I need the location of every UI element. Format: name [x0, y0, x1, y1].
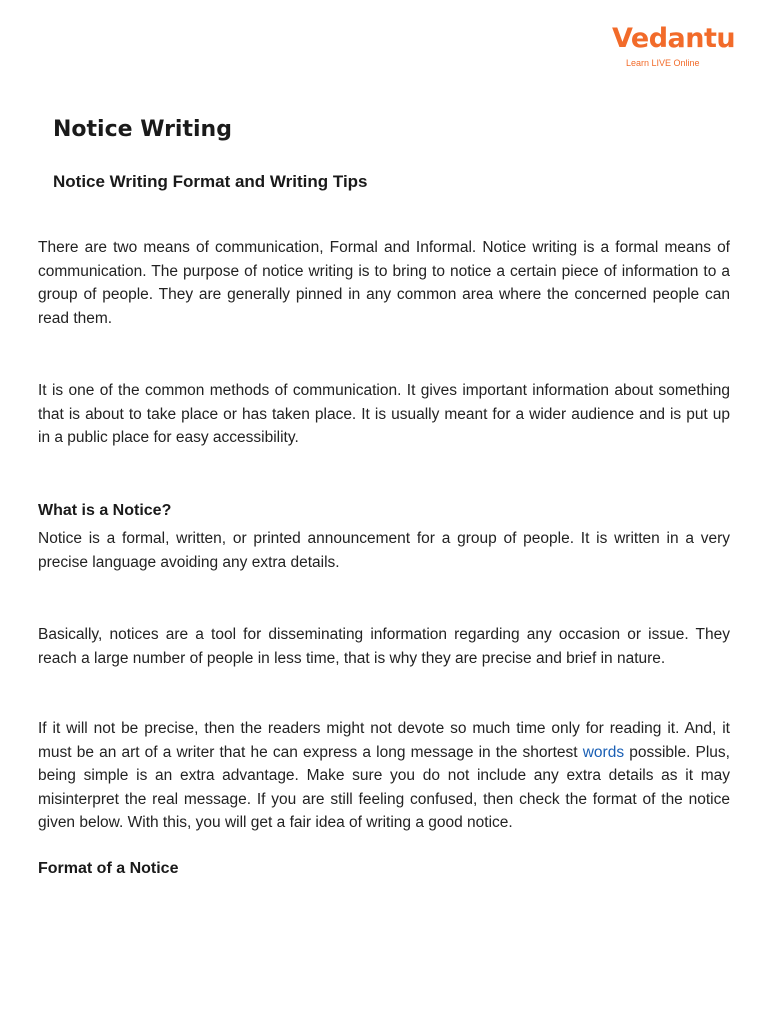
logo-tagline: Learn LIVE Online: [626, 58, 700, 68]
logo-wordmark: Vedantu: [612, 23, 736, 54]
paragraph-methods: It is one of the common methods of communication. It gives important information about something that is about to take place or has taken place. It is usually meant for a wider audience and is put up in a public place for easy accessibility.: [38, 382, 730, 446]
paragraph-precise-text-1: If it will not be precise, then the readers might not devote so much time only for reading it. And, it must be an art of a writer that he can express a long message in the shortest: [38, 720, 730, 761]
page-subtitle: Notice Writing Format and Writing Tips: [53, 172, 368, 191]
words-link[interactable]: words: [582, 743, 625, 761]
paragraph-intro: There are two means of communication, Formal and Informal. Notice writing is a formal means of communication. The purpose of notice writing is to bring to notice a certain piece of information to a group of people. They are generally pinned in any common area where the concerned people can read them.: [38, 239, 730, 327]
heading-what-is-notice: What is a Notice?: [38, 502, 172, 519]
paragraph-basically: Basically, notices are a tool for disseminating information regarding any occasion or issue. They reach a large number of people in less time, that is why they are precise and brief in nature.: [38, 626, 730, 667]
page-title: Notice Writing: [53, 117, 232, 142]
paragraph-precise: [38, 717, 730, 835]
heading-format-of-notice: Format of a Notice: [38, 860, 179, 877]
paragraph-precise-text-2: possible. Plus, being simple is an extra advantage. Make sure you do not include any extra details as it may misinterpret the real message. If you are still feeling confused, then check the format of the notice given below. With this, you will get a fair idea of writing a good notice.: [38, 743, 730, 831]
vedantu-logo: [612, 22, 736, 72]
paragraph-definition: Notice is a formal, written, or printed announcement for a group of people. It is written in a very precise language avoiding any extra details.: [38, 530, 730, 571]
